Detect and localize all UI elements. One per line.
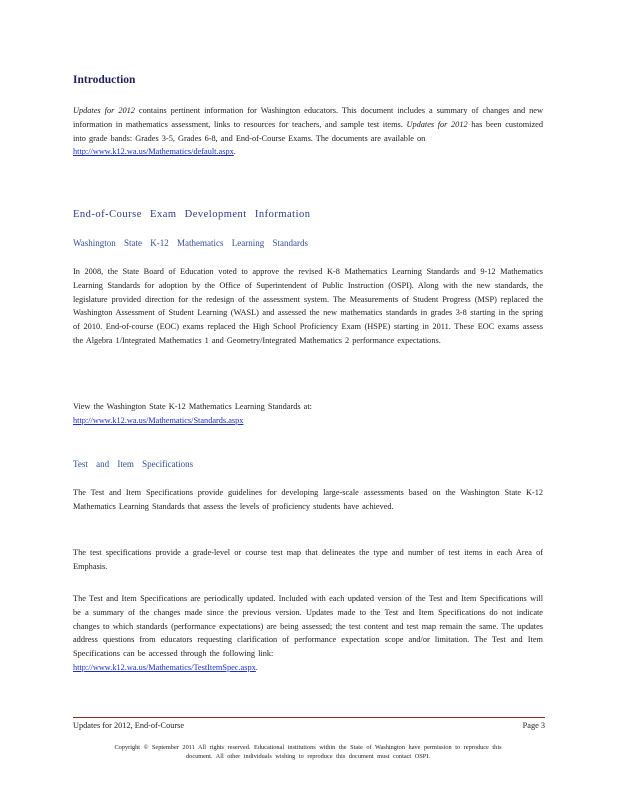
title-italic: Updates for 2012 — [73, 106, 135, 115]
spec-paragraph-1: The Test and Item Specifications provide guidelines for developing large-scale assessments based on the Washington State K-12 Mathematics Learning Standards that assess the levels of proficiency students have achieved. — [73, 488, 543, 511]
intro-text-b: has been customized into grade bands: Grades 3-5, Grades 6-8, and End-of-Course Exams. The documents are available on — [73, 119, 543, 143]
eoc-section-heading: End-of-Course Exam Development Information — [73, 209, 311, 220]
spec-paragraph-2: The test specifications provide a grade-level or course test map that delineates the type and number of test items in each Area of Emphasis. — [73, 548, 543, 571]
page-number: Page 3 — [522, 721, 545, 730]
spec-paragraph-3 — [73, 592, 543, 675]
view-standards-text: View the Washington State K-12 Mathematics Learning Standards at: — [73, 402, 312, 411]
test-item-spec-heading: Test and Item Specifications — [73, 459, 194, 469]
footer-rule — [73, 717, 545, 718]
copyright-notice — [78, 743, 538, 761]
spec-paragraph-3-text: The Test and Item Specifications are periodically updated. Included with each updated version of the Test and Item Specifications will be a summary of the changes made since the previous version. Updates made to the Test and Item Specifications do not indicate changes to which standards (performance expectations) are being assessed; the test content and test map remain the same. The updates address questions from educators requesting clarification of performance expectation scope and/or limitation. The Test and Item Specifications can be accessed through the following link: — [73, 594, 543, 659]
spec-end: . — [255, 662, 258, 672]
mathematics-default-link[interactable]: http://www.k12.wa.us/Mathematics/default.aspx — [73, 147, 234, 157]
title-italic-2: Updates for 2012 — [406, 119, 468, 129]
page-footer — [73, 721, 545, 730]
intro-end: . — [233, 147, 236, 157]
intro-text-a: contains pertinent information for Washington educators. This document includes a summary of changes and new information in mathematics assessment, links to resources for teachers, and sample test items. — [73, 106, 543, 129]
standards-link[interactable]: http://www.k12.wa.us/Mathematics/Standards.aspx — [73, 415, 244, 425]
standards-paragraph: In 2008, the State Board of Education voted to approve the revised K-8 Mathematics Learning Standards and 9-12 Mathematics Learning Standards for adoption by the Office of Superintendent of Public Instruction (OSPI). Along with the new standards, the legislature provided direction for the redesign of the assessment system. The Measurements of Student Progress (MSP) replaced the Washington Assessment of Student Learning (WASL) and assessed the new mathematics standards in grades 3-8 starting in the spring of 2010. End-of-course (EOC) exams replaced the High School Proficiency Exam (HSPE) starting in 2011. These EOC exams assess the Algebra 1/Integrated Mathematics 1 and Geometry/Integrated Mathematics 2 performance expectations. — [73, 267, 543, 345]
footer-title: Updates for 2012, End-of-Course — [73, 721, 185, 730]
introduction-heading: Introduction — [73, 74, 136, 86]
view-standards-paragraph — [73, 400, 543, 428]
copyright-line-2: document. All other individuals wishing to reproduce this document must contact OSPI. — [186, 753, 430, 760]
test-item-spec-link[interactable]: http://www.k12.wa.us/Mathematics/TestItemSpec.aspx — [73, 662, 256, 672]
standards-subheading: Washington State K-12 Mathematics Learning Standards — [73, 238, 308, 248]
introduction-paragraph — [73, 104, 543, 159]
copyright-line-1: Copyright © September 2011 All rights reserved. Educational institutions within the State of Washington have permission to reproduce this — [114, 744, 502, 751]
